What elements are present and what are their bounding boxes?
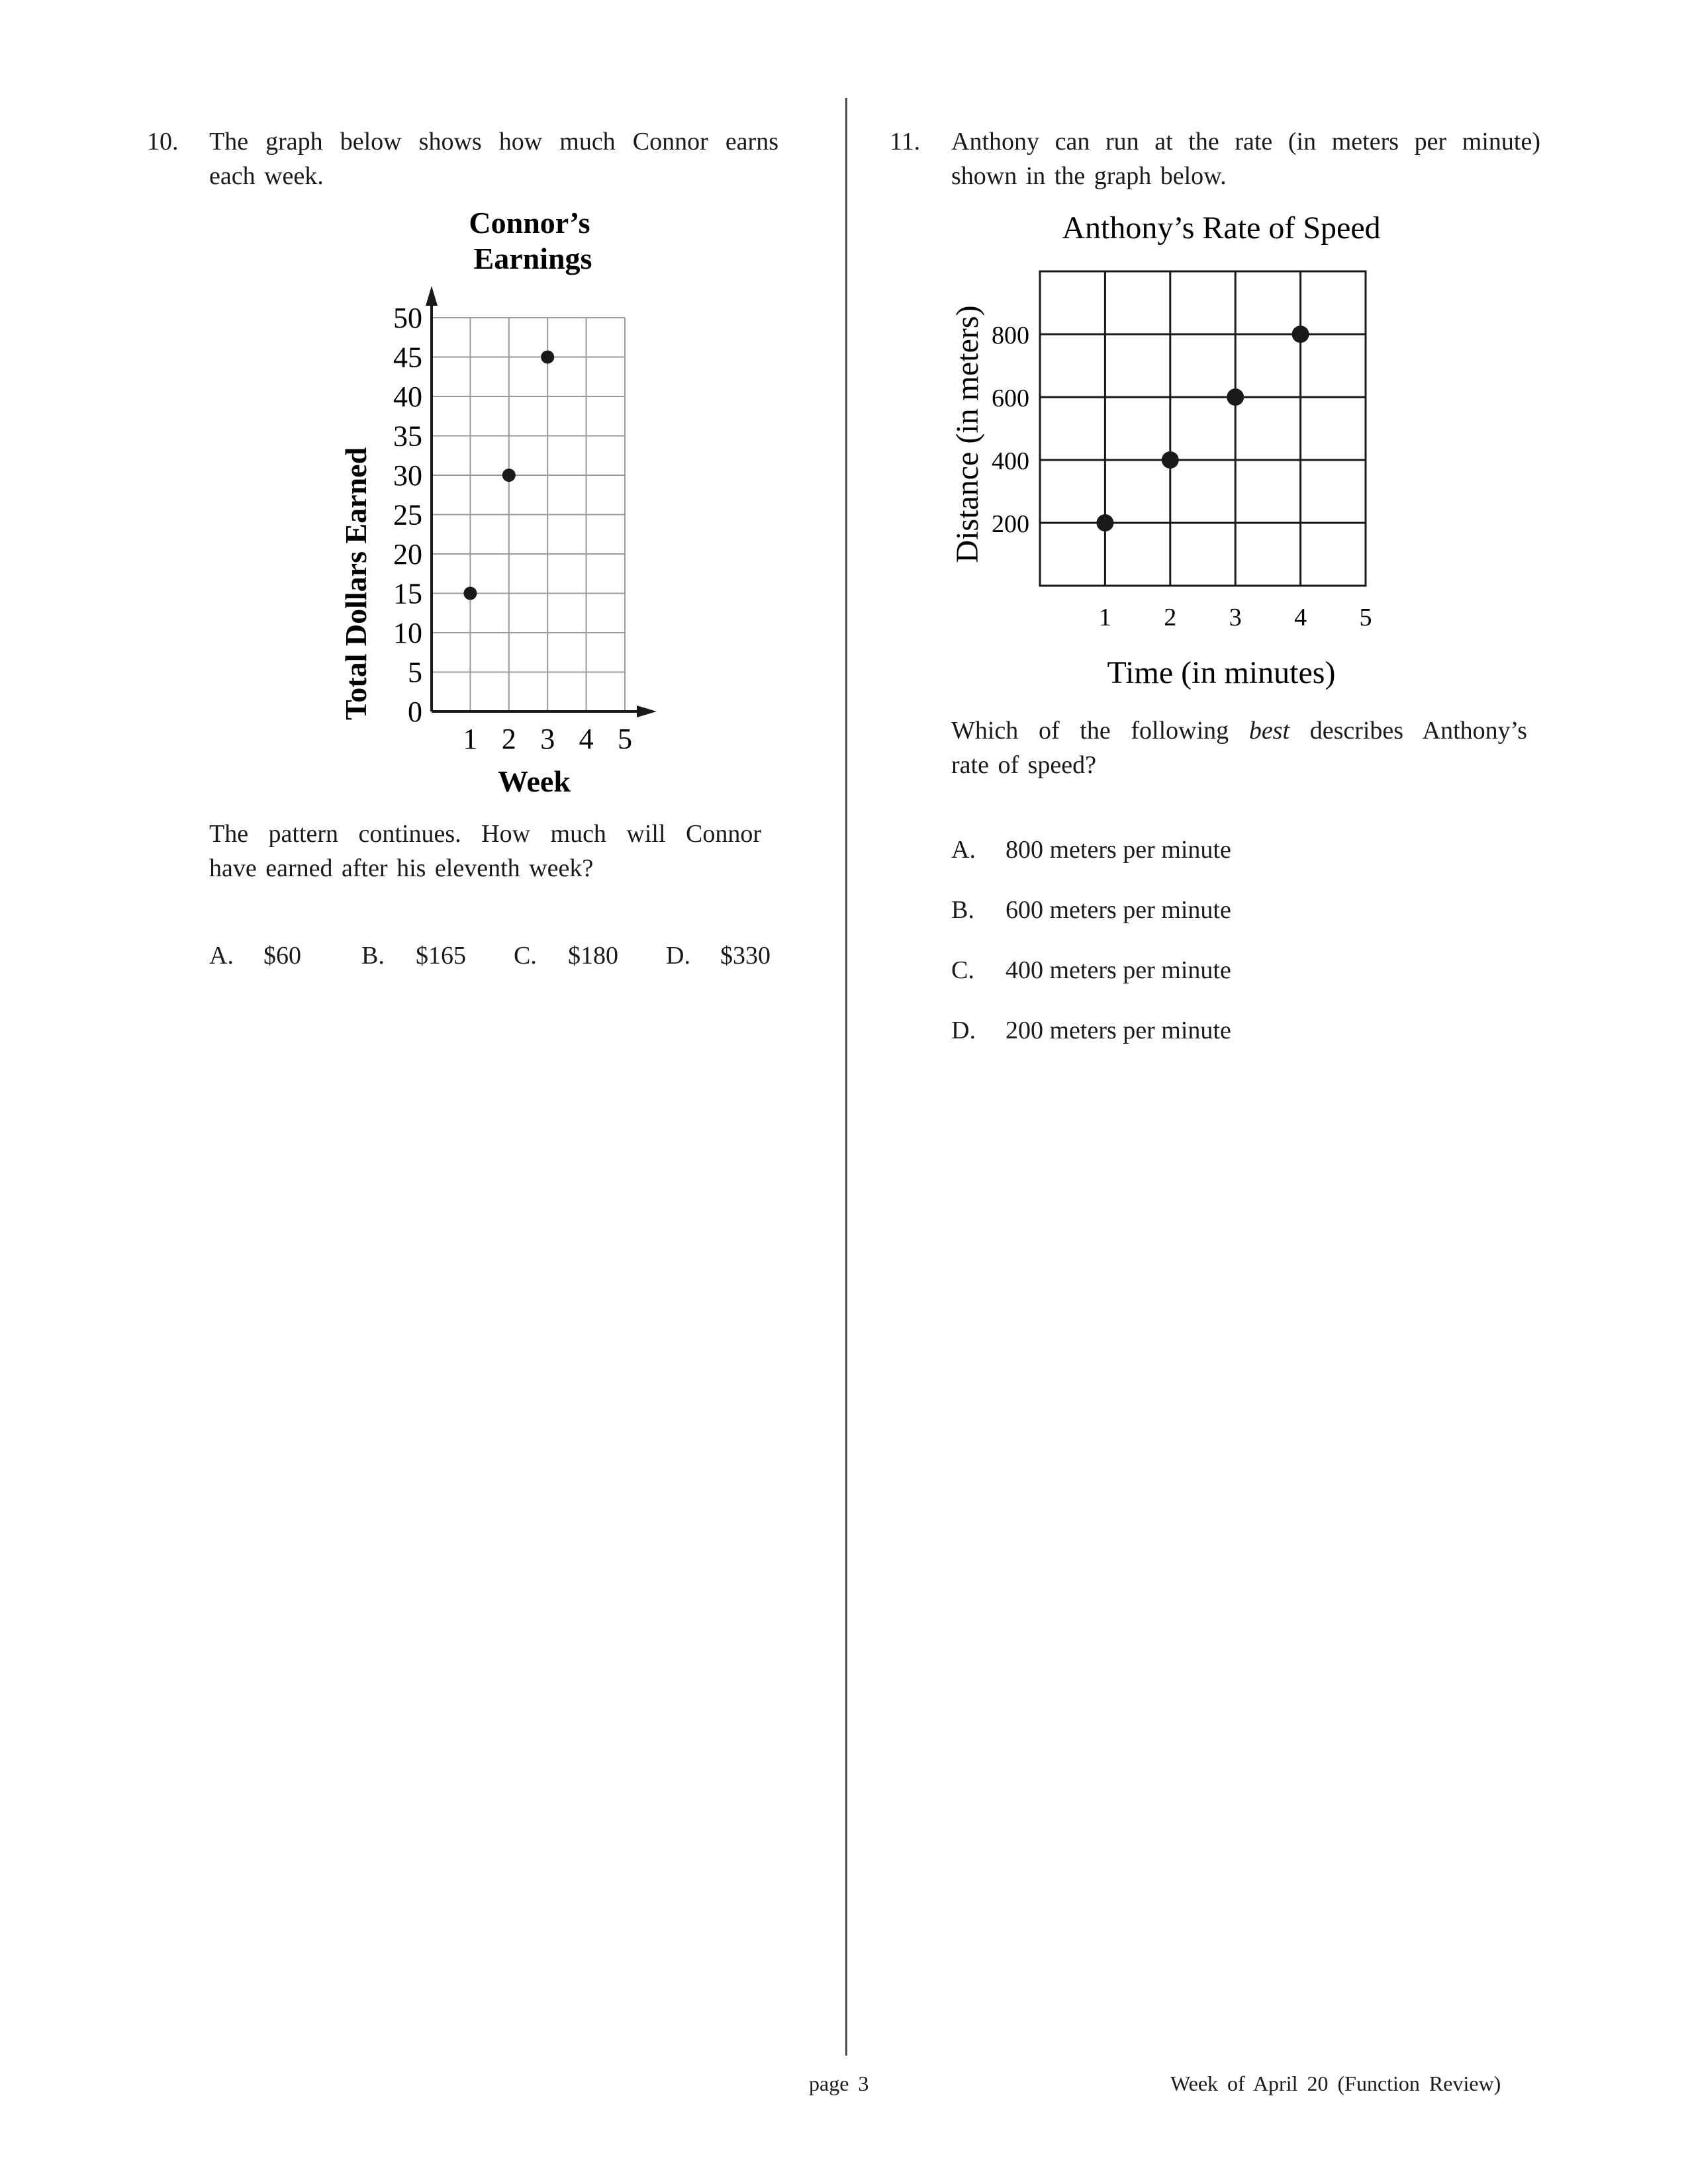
connor-y-tick-label: 0 (408, 696, 422, 728)
connor-y-tick-label: 25 (393, 498, 422, 531)
connor-y-tick-label: 20 (393, 538, 422, 570)
connor-y-tick-label: 35 (393, 420, 422, 453)
choice-letter: A. (209, 942, 234, 970)
choice-text: $180 (568, 942, 618, 970)
anthony-chart-y-ticks (992, 322, 1029, 538)
choice-letter: C. (514, 942, 537, 970)
choice-text: 400 meters per minute (1006, 956, 1231, 984)
question-10-choice-a[interactable] (209, 938, 301, 973)
question-11-choice-a[interactable] (951, 833, 1231, 867)
connor-chart-title-line-1: Connor’s (469, 206, 590, 240)
choice-letter: A. (951, 836, 976, 864)
anthony-x-tick-label: 1 (1098, 604, 1111, 631)
anthony-chart-x-label: Time (in minutes) (1107, 655, 1336, 690)
question-11-stem-line-1: Anthony can run at the rate (in meters per minute) (951, 128, 1540, 156)
anthony-y-tick-label: 600 (992, 385, 1029, 412)
choice-letter: C. (951, 956, 974, 984)
anthony-x-tick-label: 5 (1359, 604, 1372, 631)
question-10-choice-d[interactable] (666, 938, 771, 973)
anthony-x-tick-label: 2 (1164, 604, 1177, 631)
connor-y-tick-label: 45 (393, 341, 422, 374)
connor-chart-grid (432, 318, 625, 711)
choice-letter: D. (666, 942, 690, 970)
connor-x-tick-label: 3 (540, 723, 555, 755)
up-arrow-icon (426, 286, 438, 306)
question-10-choice-b[interactable] (361, 938, 466, 973)
question-10-stem-line-2: each week. (209, 162, 324, 190)
anthony-data-point (1162, 451, 1179, 469)
question-10-number: 10. (147, 128, 179, 156)
anthony-chart-x-ticks (1099, 604, 1372, 631)
anthony-plot-frame (1040, 271, 1366, 586)
prompt-part-1: Which of the following (951, 717, 1249, 745)
right-arrow-icon (637, 705, 657, 717)
connor-y-tick-label: 50 (393, 302, 422, 334)
question-10-stem-line-1: The graph below shows how much Connor earns (209, 128, 778, 156)
connor-earnings-chart (331, 205, 675, 814)
prompt-part-3: describes Anthony’s (1289, 717, 1528, 745)
anthony-speed-chart (940, 199, 1443, 702)
anthony-data-point (1227, 388, 1244, 406)
question-10-followup (209, 817, 761, 886)
question-11-stem-line-2: shown in the graph below. (951, 162, 1227, 190)
connor-x-tick-label: 2 (501, 723, 516, 755)
choice-text: $165 (416, 942, 466, 970)
prompt-emphasis-best: best (1248, 717, 1290, 745)
footer-week-label: Week of April 20 (Function Review) (1170, 2071, 1501, 2095)
connor-chart-y-label: Total Dollars Earned (339, 447, 373, 721)
question-10-followup-line-1: The pattern continues. How much will Connor (209, 820, 761, 848)
question-11-prompt-line-2: rate of speed? (951, 751, 1096, 779)
question-11-choice-d[interactable] (951, 1013, 1231, 1048)
connor-chart-title-line-2: Earnings (473, 242, 592, 275)
connor-chart-x-ticks (463, 723, 632, 755)
choice-text: 800 meters per minute (1006, 836, 1231, 864)
connor-x-tick-label: 5 (618, 723, 632, 755)
anthony-y-tick-label: 400 (992, 447, 1029, 475)
anthony-x-tick-label: 4 (1294, 604, 1307, 631)
page-number: page 3 (809, 2071, 869, 2095)
question-11-choice-c[interactable] (951, 953, 1231, 987)
question-11-choice-b[interactable] (951, 893, 1231, 927)
connor-data-point (502, 469, 516, 482)
connor-chart-axes (426, 286, 657, 717)
connor-data-point (463, 587, 477, 600)
anthony-y-tick-label: 800 (992, 322, 1029, 349)
question-10-followup-line-2: have earned after his eleventh week? (209, 854, 594, 882)
anthony-chart-grid (1040, 271, 1366, 586)
choice-text: $60 (263, 942, 301, 970)
anthony-y-tick-label: 200 (992, 510, 1029, 538)
anthony-chart-title: Anthony’s Rate of Speed (1062, 210, 1381, 246)
connor-chart-x-label: Week (498, 764, 571, 798)
question-10-choice-c[interactable] (514, 938, 618, 973)
choice-text: 600 meters per minute (1006, 896, 1231, 924)
anthony-x-tick-label: 3 (1229, 604, 1242, 631)
question-11-stem (951, 124, 1540, 193)
anthony-data-point (1096, 514, 1113, 531)
connor-y-tick-label: 10 (393, 617, 422, 649)
connor-y-tick-label: 15 (393, 577, 422, 610)
connor-x-tick-label: 1 (463, 723, 478, 755)
column-divider (845, 98, 847, 2056)
connor-x-tick-label: 4 (579, 723, 594, 755)
connor-y-tick-label: 40 (393, 381, 422, 413)
question-11-number: 11. (890, 128, 921, 156)
question-11-prompt (951, 713, 1527, 782)
connor-data-point (541, 351, 554, 364)
choice-letter: B. (951, 896, 974, 924)
choice-text: 200 meters per minute (1006, 1017, 1231, 1044)
question-10-stem (209, 124, 778, 193)
question-11-prompt-line-1 (951, 713, 1527, 748)
anthony-data-point (1292, 326, 1309, 343)
connor-chart-y-ticks (393, 302, 422, 728)
choice-letter: D. (951, 1017, 976, 1044)
choice-letter: B. (361, 942, 385, 970)
connor-y-tick-label: 30 (393, 459, 422, 492)
connor-y-tick-label: 5 (408, 656, 422, 689)
anthony-chart-y-label: Distance (in meters) (950, 305, 985, 563)
choice-text: $330 (720, 942, 771, 970)
anthony-chart-points (1096, 326, 1309, 531)
